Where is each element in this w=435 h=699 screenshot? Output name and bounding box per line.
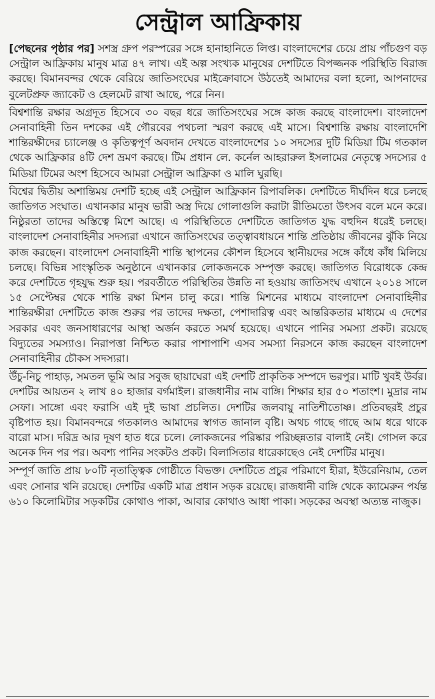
paragraph-2	[9, 106, 427, 182]
divider	[9, 462, 427, 463]
divider	[9, 104, 427, 105]
paragraph-5-text: সম্পূর্ণ জাতি প্রায় ৮০টি নৃতাত্ত্বিক গোষ্ঠীতে বিভক্ত। দেশটিতে প্রচুর পরিমাণে হীরা, ইউরেনিয়াম, তেল এবং সোনার খনি রয়েছে। দেশটির একটি মাত্র প্রধান সড়ক রয়েছে। রাজধানী বাঙ্গি থেকে ক্যামেরুন পর্যন্ত ৬১০ কিলোমিটার সড়কটির কোথাও পাকা, আবার কোথাও আধা পাকা। সড়কের অবস্থা অত্যন্ত নাজুক।	[9, 465, 427, 508]
paragraph-1-text: সশস্ত্র গ্রুপ পরস্পরের সঙ্গে হানাহানিতে লিপ্ত। বাংলাদেশের চেয়ে প্রায় পাঁচগুণ বড় সেন্ট্রাল আফ্রিকায় মানুষ মাত্র ৪৭ লাখ। এই অল্প সংখ্যক মানুষের দেশটিতে বিপজ্জনক পরিস্থিতি বিরাজ করছে। বিমানবন্দর থেকে বেরিয়ে জাতিসংঘের মাইক্রোবাসে উঠতেই আমাদের বলা হলো, আপনাদের বুলেটপ্রুফ জ্যাকেট ও হেলমেট রাখা আছে, পরে নিন।	[9, 43, 427, 101]
paragraph-3	[9, 185, 427, 367]
divider	[9, 368, 427, 369]
article-title: সেন্ট্রাল আফ্রিকায়	[134, 10, 302, 36]
continued-from-marker: [পেছনের পৃষ্ঠার পর]	[9, 43, 95, 55]
paragraph-4-text: উঁচু-নিচু পাহাড়, সমতল ভূমি আর সবুজ ছায়াঘেরা এই দেশটি প্রাকৃতিক সম্পদে ভরপুর। মাটি খুবই উর্বর। দেশটির আয়তন ২ লাখ ৪০ হাজার বর্গমাইল। রাজধানীর নাম বাঙ্গি। শিক্ষার হার ৫০ শতাংশ। মুদ্রার নাম সেফা। সাঙ্গো এবং ফরাসি এই দুই ভাষা প্রচলিত। দেশটির জলবায়ু নাতিশীতোষ্ণ। প্রতিবছরই প্রচুর বৃষ্টিপাত হয়। বিমানবন্দরে গতকালও আমাদের স্বাগত জানাল বৃষ্টি। অথচ গাছে গাছে আম ধরে থাকে বারো মাস। দরিদ্র আর দূষণ হাত ধরে চলে। লোকজনের পরিষ্কার পরিচ্ছন্নতার বালাই নেই। গোসল করে অনেক দিন পর পর। অবশ্য পানির সংকটও প্রকট। বিলাসিতার ধারেকাছেও নেই দেশটির মানুষ।	[9, 371, 427, 460]
bottom-border	[6, 696, 429, 697]
paragraph-4	[9, 370, 427, 461]
paragraph-1	[9, 42, 427, 103]
paragraph-5	[9, 464, 427, 510]
divider	[9, 183, 427, 184]
paragraph-2-text: বিশ্বশান্তি রক্ষার অগ্রদূত হিসেবে ৩০ বছর ধরে জাতিসংঘের সঙ্গে কাজ করছে বাংলাদেশ। বাংলাদেশ সেনাবাহিনী তিন দশকের এই গৌরবের পথচলা স্মরণ করছে এই মাসে। বিশ্বশান্তি রক্ষায় বাংলাদেশি শান্তিরক্ষীদের চ্যালেঞ্জ ও কৃতিত্বপূর্ণ অবদান দেখতে বাংলাদেশের ১০ সদস্যের দুটি মিডিয়া টিম গতকাল থেকে আফ্রিকার ৪টি দেশ ভ্রমণ করছে। টিম প্রধান লে. কর্নেল আহরারুল ইসলামের নেতৃত্বে সদস্যের ৫ মিডিয়া টিমের অংশ হিসেবে আমরা সেন্ট্রাল আফ্রিকা ও মালি ঘুরছি।	[9, 106, 427, 180]
paragraph-3-text: বিশ্বের দ্বিতীয় অশান্তিময় দেশটি হচ্ছে এই সেন্ট্রাল আফ্রিকান রিপাবলিক। দেশটিতে দীর্ঘদিন ধরে চলছে জাতিগত সংঘাত। এখানকার মানুষ ভারী অস্ত্র দিয়ে গোলাগুলি করাটা রীতিমতো উৎসব বলে মনে করে। নিষ্ঠুরতা তাদের অস্তিত্বে মিশে আছে। এ পরিস্থিতিতে দেশটিতে জাতিগত যুদ্ধ বহুদিন ধরেই চলছে। বাংলাদেশ সেনাবাহিনীর সদস্যরা এখানে জাতিসংঘের তত্ত্বাবধায়নে শান্তি প্রতিষ্ঠায় জীবনের ঝুঁকি নিয়ে কাজ করছেন। বাংলাদেশ সেনাবাহিনী শান্তি স্থাপনের কৌশল হিসেবে স্থানীয়দের সঙ্গে কাঁধে কাঁধ মিলিয়ে চলছে। বিভিন্ন সাংস্কৃতিক অনুষ্ঠানে এখানকার লোকজনকে সম্পৃক্ত করছে। জাতিগত বিরোধকে কেন্দ্র করে দেশটিতে গৃহযুদ্ধ শুরু হয়। পরবর্তীতে পরিস্থিতির উন্নতি না হওয়ায় জাতিসংঘ এখানে ২০১৪ সালে ১৫ সেপ্টেম্বর থেকে শান্তি রক্ষা মিশন চালু করে। শান্তি মিশনের মাধ্যমে বাংলাদেশ সেনাবাহিনীর শান্তিরক্ষীরা দেশটিতে কাজ শুরুর পর তাদের দক্ষতা, পেশাদারিত্ব এবং আন্তরিকতার মাধ্যমে এ দেশের সরকার এবং জনসাধারণের আস্থা অর্জন করতে সমর্থ হয়েছে। এখানে পানির সমস্যা প্রকট। রয়েছে বিদ্যুতের সমস্যাও। নিরাপত্তা নিশ্চিত করার পাশাপাশি এসব সমস্যা নিরসনে কাজ করছেন বাংলাদেশ সেনাবাহিনীর চৌকস সদস্যরা।	[9, 185, 427, 366]
